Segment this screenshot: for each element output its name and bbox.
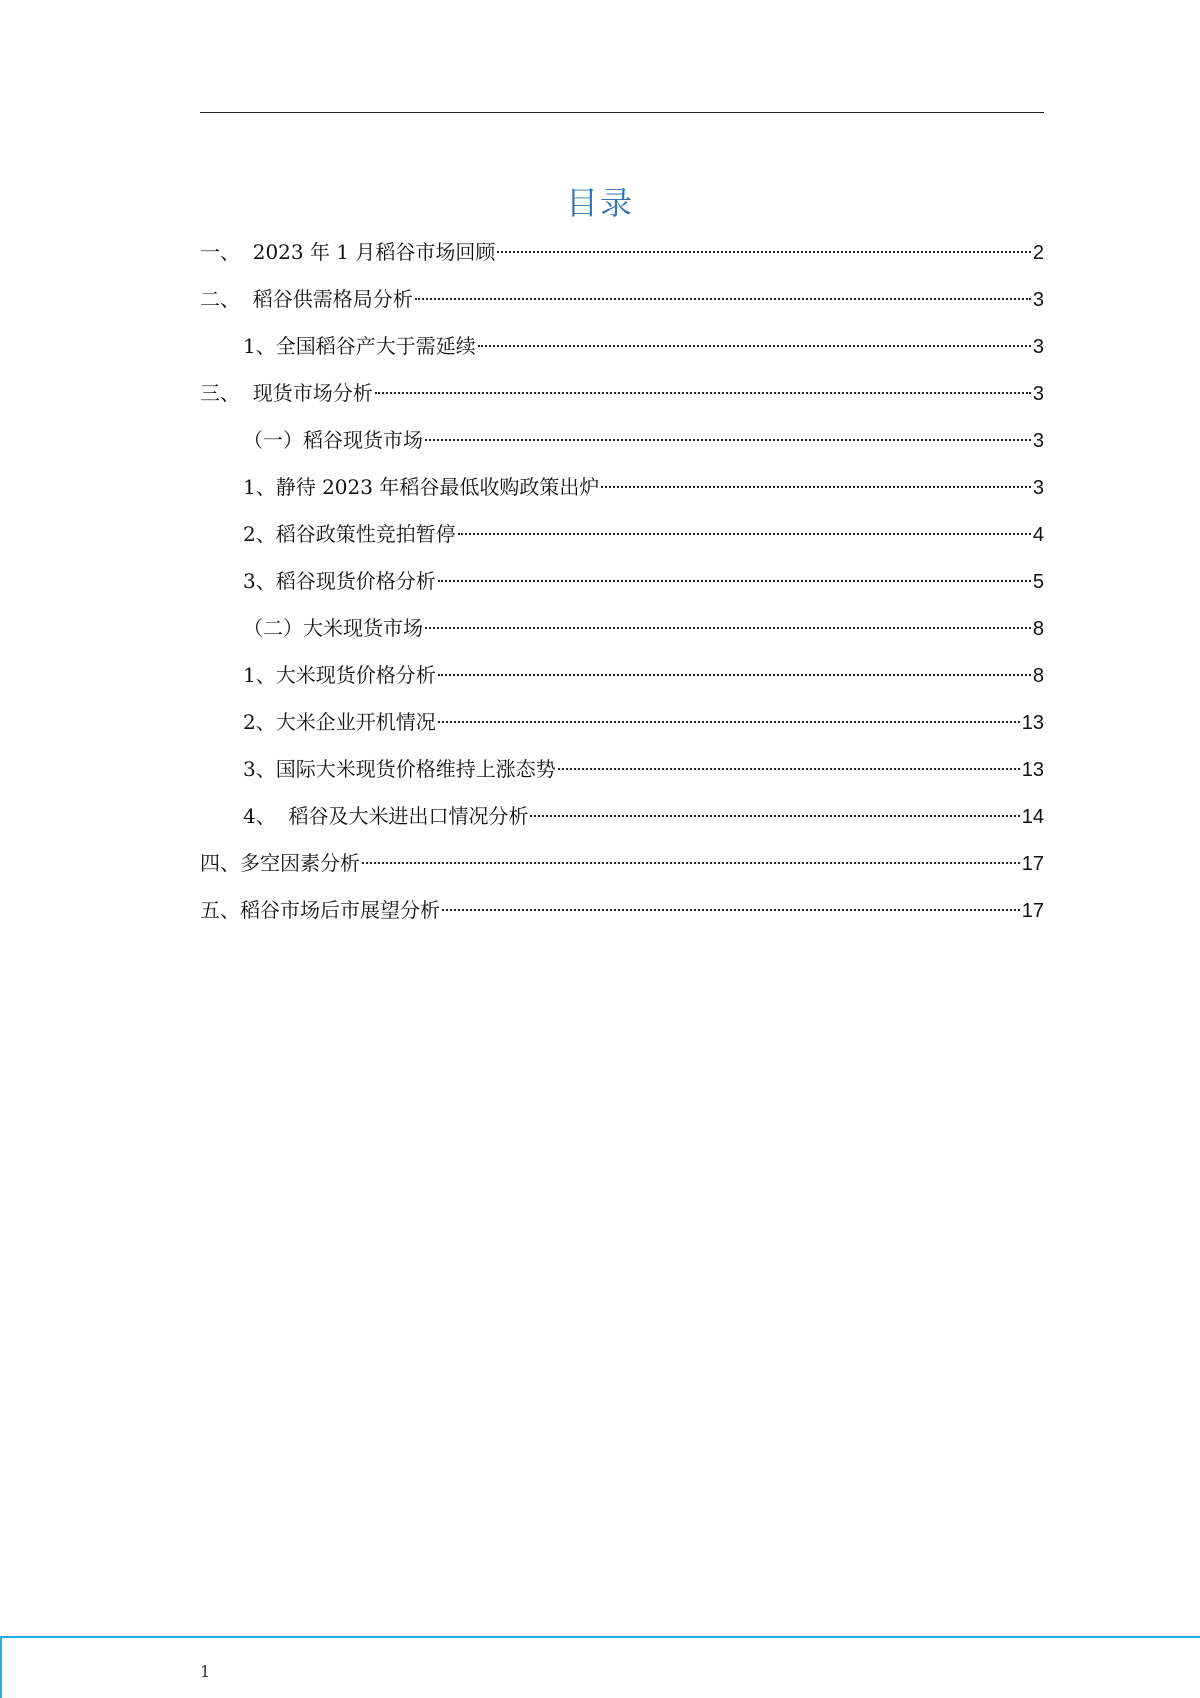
toc-entry-label: 四、多空因素分析 bbox=[200, 851, 360, 875]
toc-entry-page: 8 bbox=[1032, 665, 1044, 687]
toc-entry[interactable] bbox=[200, 753, 1044, 800]
toc-entry[interactable] bbox=[200, 424, 1044, 471]
toc-entry-label: 1、大米现货价格分析 bbox=[243, 663, 436, 687]
toc-entry-label: 三、 现货市场分析 bbox=[200, 381, 373, 405]
toc-dot-leader bbox=[442, 909, 1020, 911]
toc-entry-page: 13 bbox=[1021, 759, 1044, 781]
toc-dot-leader bbox=[375, 392, 1031, 394]
header-rule bbox=[200, 112, 1044, 113]
toc-entry-page: 4 bbox=[1032, 524, 1044, 546]
toc-entry[interactable] bbox=[200, 706, 1044, 753]
toc-dot-leader bbox=[601, 486, 1031, 488]
toc-entry[interactable] bbox=[200, 894, 1044, 941]
toc-entry[interactable] bbox=[200, 565, 1044, 612]
toc-entry[interactable] bbox=[200, 518, 1044, 565]
toc-entry-page: 17 bbox=[1021, 853, 1044, 875]
toc-entry-label: 2、稻谷政策性竞拍暂停 bbox=[243, 522, 456, 546]
footer-rule bbox=[0, 1636, 1200, 1698]
toc-entry-label: 1、静待 2023 年稻谷最低收购政策出炉 bbox=[243, 475, 600, 499]
toc-entry-page: 5 bbox=[1032, 571, 1044, 593]
toc-entry-label: 4、 稻谷及大米进出口情况分析 bbox=[243, 804, 529, 828]
toc-entry-page: 3 bbox=[1032, 289, 1044, 311]
toc-entry[interactable] bbox=[200, 847, 1044, 894]
toc-entry[interactable] bbox=[200, 236, 1044, 283]
toc-entry-label: 五、稻谷市场后市展望分析 bbox=[200, 898, 440, 922]
toc-dot-leader bbox=[530, 815, 1019, 817]
toc-dot-leader bbox=[558, 768, 1020, 770]
toc-dot-leader bbox=[425, 627, 1031, 629]
toc-entry[interactable] bbox=[200, 659, 1044, 706]
toc-dot-leader bbox=[458, 533, 1031, 535]
toc-entry-label: （一）稻谷现货市场 bbox=[243, 428, 423, 452]
toc-dot-leader bbox=[438, 721, 1020, 723]
toc-entry-label: 1、全国稻谷产大于需延续 bbox=[243, 334, 476, 358]
toc-entry[interactable] bbox=[200, 612, 1044, 659]
toc-entry-label: 2、大米企业开机情况 bbox=[243, 710, 436, 734]
toc-dot-leader bbox=[438, 674, 1031, 676]
toc-entry-page: 2 bbox=[1032, 242, 1044, 264]
toc-entry-page: 3 bbox=[1032, 430, 1044, 452]
toc-entry-label: 一、 2023 年 1 月稻谷市场回顾 bbox=[200, 240, 496, 264]
toc-entry-page: 8 bbox=[1032, 618, 1044, 640]
toc-entry-page: 3 bbox=[1032, 383, 1044, 405]
toc-entry-label: 二、 稻谷供需格局分析 bbox=[200, 287, 413, 311]
toc-entry-page: 13 bbox=[1021, 712, 1044, 734]
toc-dot-leader bbox=[425, 439, 1031, 441]
toc-dot-leader bbox=[497, 251, 1030, 253]
toc-entry-page: 14 bbox=[1021, 806, 1044, 828]
toc-entry[interactable] bbox=[200, 330, 1044, 377]
toc-dot-leader bbox=[362, 862, 1020, 864]
toc-entry-label: 3、稻谷现货价格分析 bbox=[243, 569, 436, 593]
toc-entry[interactable] bbox=[200, 471, 1044, 518]
toc-entry[interactable] bbox=[200, 377, 1044, 424]
toc-entry-page: 3 bbox=[1032, 336, 1044, 358]
toc-dot-leader bbox=[438, 580, 1031, 582]
page-number: 1 bbox=[200, 1662, 211, 1681]
toc-dot-leader bbox=[478, 345, 1031, 347]
table-of-contents bbox=[200, 236, 1044, 941]
toc-entry-label: 3、国际大米现货价格维持上涨态势 bbox=[243, 757, 556, 781]
toc-dot-leader bbox=[415, 298, 1031, 300]
toc-entry[interactable] bbox=[200, 800, 1044, 847]
toc-entry-label: （二）大米现货市场 bbox=[243, 616, 423, 640]
toc-title: 目录 bbox=[565, 184, 634, 222]
toc-entry-page: 17 bbox=[1021, 900, 1044, 922]
toc-entry[interactable] bbox=[200, 283, 1044, 330]
toc-entry-page: 3 bbox=[1032, 477, 1044, 499]
